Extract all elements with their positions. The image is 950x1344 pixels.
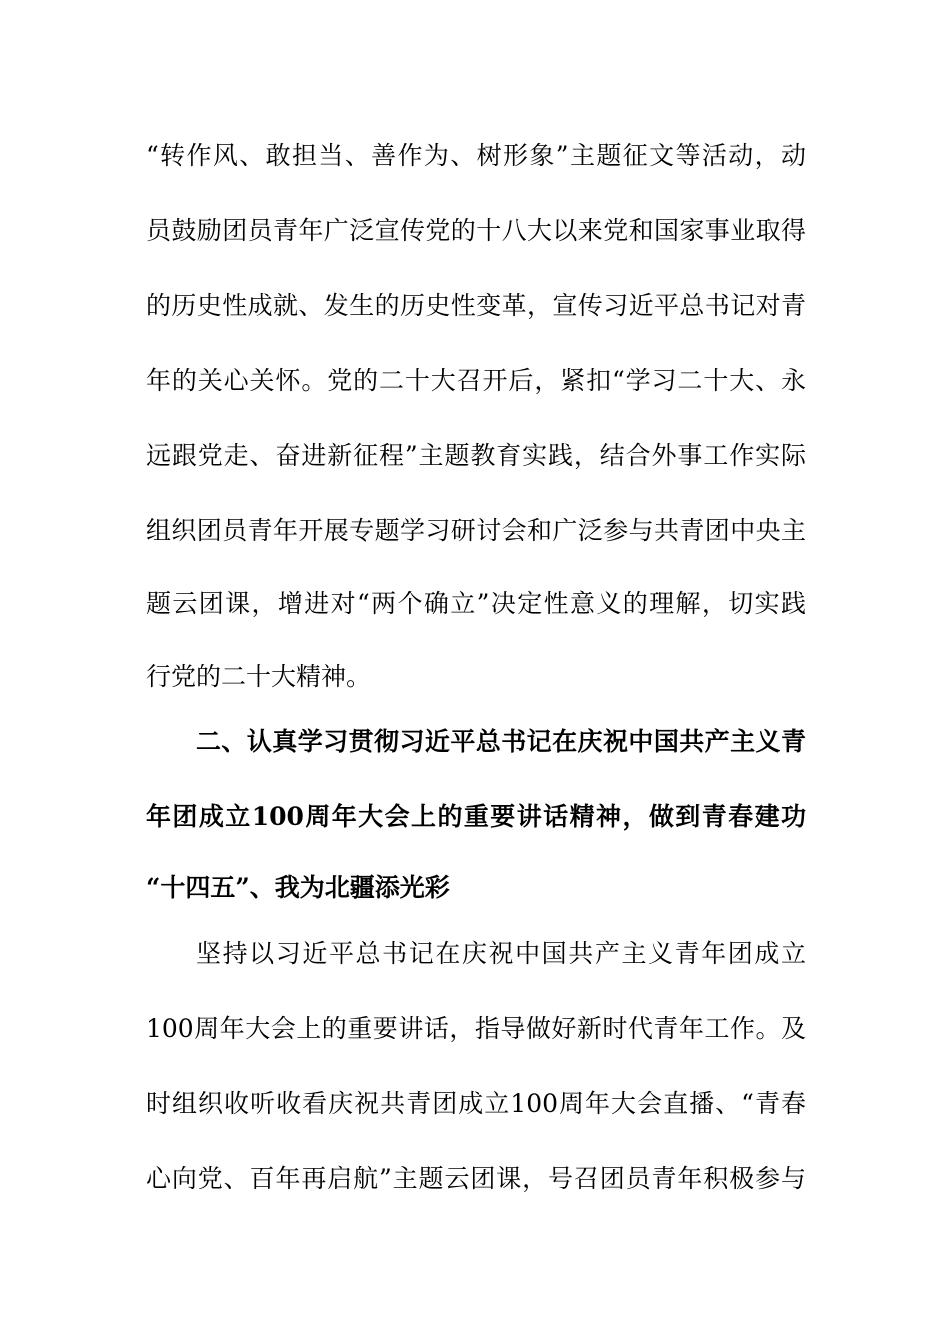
section-heading-line: 二、认真学习贯彻习近平总书记在庆祝中国共产主义青 xyxy=(196,727,806,756)
paragraph-line: “转作风、敢担当、善作为、树形象”主题征文等活动，动 xyxy=(146,141,806,170)
paragraph-line: 题云团课，增进对“两个确立”决定性意义的理解，切实践 xyxy=(146,589,806,618)
paragraph-line: 心向党、百年再启航”主题云团课，号召团员青年积极参与 xyxy=(146,1164,806,1193)
paragraph-line: 组织团员青年开展专题学习研讨会和广泛参与共青团中央主 xyxy=(146,516,806,545)
paragraph-line: 年的关心关怀。党的二十大召开后，紧扣“学习二十大、永 xyxy=(146,366,806,395)
paragraph-line: 坚持以习近平总书记在庆祝中国共产主义青年团成立 xyxy=(196,939,806,968)
paragraph-line: 远跟党走、奋进新征程”主题教育实践，结合外事工作实际 xyxy=(146,441,806,470)
paragraph-line: 行党的二十大精神。 xyxy=(146,662,372,691)
paragraph-line: 员鼓励团员青年广泛宣传党的十八大以来党和国家事业取得 xyxy=(146,216,806,245)
section-heading-line: 年团成立100周年大会上的重要讲话精神，做到青春建功 xyxy=(146,802,806,831)
section-heading-line: “十四五”、我为北疆添光彩 xyxy=(146,873,450,902)
paragraph-line: 时组织收听收看庆祝共青团成立100周年大会直播、“青春 xyxy=(146,1089,806,1118)
paragraph-line: 100周年大会上的重要讲话，指导做好新时代青年工作。及 xyxy=(146,1014,806,1043)
paragraph-line: 的历史性成就、发生的历史性变革，宣传习近平总书记对青 xyxy=(146,291,806,320)
